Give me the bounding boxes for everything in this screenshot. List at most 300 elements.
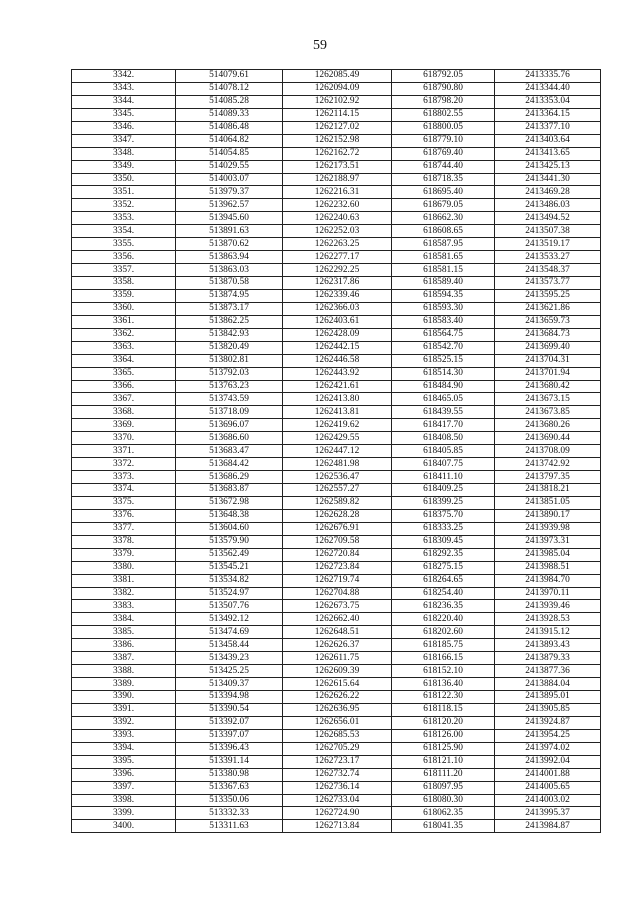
x2-cell: 618409.25 <box>392 484 495 497</box>
y2-cell: 2413335.76 <box>495 70 601 83</box>
y1-cell: 1262713.84 <box>283 820 392 833</box>
x1-cell: 513396.43 <box>176 742 283 755</box>
x1-cell: 513397.07 <box>176 729 283 742</box>
x1-cell: 513945.60 <box>176 212 283 225</box>
table-row <box>72 807 601 820</box>
x1-cell: 513842.93 <box>176 328 283 341</box>
point-number-cell: 3387. <box>72 652 176 665</box>
y1-cell: 1262615.64 <box>283 678 392 691</box>
y1-cell: 1262263.25 <box>283 238 392 251</box>
y2-cell: 2413486.03 <box>495 199 601 212</box>
y1-cell: 1262720.84 <box>283 548 392 561</box>
x2-cell: 618587.95 <box>392 238 495 251</box>
page-number: 59 <box>313 38 327 53</box>
y1-cell: 1262611.75 <box>283 652 392 665</box>
x1-cell: 513425.25 <box>176 665 283 678</box>
y2-cell: 2413353.04 <box>495 95 601 108</box>
y1-cell: 1262736.14 <box>283 781 392 794</box>
y1-cell: 1262709.58 <box>283 535 392 548</box>
y2-cell: 2413690.44 <box>495 432 601 445</box>
y2-cell: 2414003.02 <box>495 794 601 807</box>
y2-cell: 2413905.85 <box>495 703 601 716</box>
y2-cell: 2413928.53 <box>495 613 601 626</box>
point-number-cell: 3356. <box>72 251 176 264</box>
table-row <box>72 587 601 600</box>
y2-cell: 2413970.11 <box>495 587 601 600</box>
x1-cell: 513562.49 <box>176 548 283 561</box>
y1-cell: 1262609.39 <box>283 665 392 678</box>
y2-cell: 2413890.17 <box>495 509 601 522</box>
y1-cell: 1262428.09 <box>283 328 392 341</box>
x2-cell: 618126.00 <box>392 729 495 742</box>
x2-cell: 618583.40 <box>392 315 495 328</box>
point-number-cell: 3383. <box>72 600 176 613</box>
y2-cell: 2413673.15 <box>495 393 601 406</box>
x2-cell: 618408.50 <box>392 432 495 445</box>
point-number-cell: 3365. <box>72 367 176 380</box>
table-row <box>72 561 601 574</box>
table-row <box>72 277 601 290</box>
y1-cell: 1262216.31 <box>283 186 392 199</box>
point-number-cell: 3371. <box>72 445 176 458</box>
x2-cell: 618439.55 <box>392 406 495 419</box>
point-number-cell: 3376. <box>72 509 176 522</box>
x2-cell: 618254.40 <box>392 587 495 600</box>
x1-cell: 513604.60 <box>176 522 283 535</box>
x1-cell: 513763.23 <box>176 380 283 393</box>
y1-cell: 1262240.63 <box>283 212 392 225</box>
table-row <box>72 238 601 251</box>
point-number-cell: 3377. <box>72 522 176 535</box>
y2-cell: 2413797.35 <box>495 471 601 484</box>
point-number-cell: 3396. <box>72 768 176 781</box>
y2-cell: 2413818.21 <box>495 484 601 497</box>
table-row <box>72 82 601 95</box>
x2-cell: 618790.80 <box>392 82 495 95</box>
y2-cell: 2413680.26 <box>495 419 601 432</box>
y1-cell: 1262685.53 <box>283 729 392 742</box>
point-number-cell: 3361. <box>72 315 176 328</box>
x2-cell: 618679.05 <box>392 199 495 212</box>
x1-cell: 513683.87 <box>176 484 283 497</box>
table-row <box>72 458 601 471</box>
y1-cell: 1262481.98 <box>283 458 392 471</box>
x1-cell: 514078.12 <box>176 82 283 95</box>
x1-cell: 513439.23 <box>176 652 283 665</box>
x1-cell: 513686.60 <box>176 432 283 445</box>
x2-cell: 618309.45 <box>392 535 495 548</box>
x2-cell: 618417.70 <box>392 419 495 432</box>
table-row <box>72 121 601 134</box>
x1-cell: 513820.49 <box>176 341 283 354</box>
table-row <box>72 173 601 186</box>
point-number-cell: 3400. <box>72 820 176 833</box>
y2-cell: 2413699.40 <box>495 341 601 354</box>
point-number-cell: 3399. <box>72 807 176 820</box>
x2-cell: 618581.15 <box>392 264 495 277</box>
x2-cell: 618185.75 <box>392 639 495 652</box>
x1-cell: 513802.81 <box>176 354 283 367</box>
y1-cell: 1262188.97 <box>283 173 392 186</box>
table-row <box>72 406 601 419</box>
x2-cell: 618399.25 <box>392 496 495 509</box>
y2-cell: 2413939.98 <box>495 522 601 535</box>
x1-cell: 513394.98 <box>176 691 283 704</box>
table-row <box>72 768 601 781</box>
x1-cell: 513390.54 <box>176 703 283 716</box>
x2-cell: 618800.05 <box>392 121 495 134</box>
y2-cell: 2413659.73 <box>495 315 601 328</box>
x2-cell: 618581.65 <box>392 251 495 264</box>
x2-cell: 618333.25 <box>392 522 495 535</box>
table-row <box>72 354 601 367</box>
y1-cell: 1262557.27 <box>283 484 392 497</box>
point-number-cell: 3344. <box>72 95 176 108</box>
y2-cell: 2413915.12 <box>495 626 601 639</box>
x1-cell: 514079.61 <box>176 70 283 83</box>
x1-cell: 513380.98 <box>176 768 283 781</box>
table-row <box>72 432 601 445</box>
y1-cell: 1262173.51 <box>283 160 392 173</box>
point-number-cell: 3397. <box>72 781 176 794</box>
table-row <box>72 755 601 768</box>
point-number-cell: 3386. <box>72 639 176 652</box>
y2-cell: 2414005.65 <box>495 781 601 794</box>
x2-cell: 618041.35 <box>392 820 495 833</box>
y2-cell: 2413939.46 <box>495 600 601 613</box>
y1-cell: 1262366.03 <box>283 302 392 315</box>
point-number-cell: 3346. <box>72 121 176 134</box>
coordinates-table <box>71 69 601 833</box>
x1-cell: 513891.63 <box>176 225 283 238</box>
y1-cell: 1262723.84 <box>283 561 392 574</box>
y1-cell: 1262673.75 <box>283 600 392 613</box>
y1-cell: 1262339.46 <box>283 289 392 302</box>
y1-cell: 1262719.74 <box>283 574 392 587</box>
y1-cell: 1262705.29 <box>283 742 392 755</box>
table-row <box>72 367 601 380</box>
point-number-cell: 3395. <box>72 755 176 768</box>
y1-cell: 1262446.58 <box>283 354 392 367</box>
y2-cell: 2413684.73 <box>495 328 601 341</box>
coordinates-table-body <box>72 70 601 833</box>
y1-cell: 1262662.40 <box>283 613 392 626</box>
point-number-cell: 3370. <box>72 432 176 445</box>
table-row <box>72 160 601 173</box>
x2-cell: 618542.70 <box>392 341 495 354</box>
table-row <box>72 600 601 613</box>
table-row <box>72 445 601 458</box>
x1-cell: 514064.82 <box>176 134 283 147</box>
table-row <box>72 302 601 315</box>
x1-cell: 513874.95 <box>176 289 283 302</box>
y2-cell: 2413403.64 <box>495 134 601 147</box>
y1-cell: 1262442.15 <box>283 341 392 354</box>
x2-cell: 618220.40 <box>392 613 495 626</box>
point-number-cell: 3352. <box>72 199 176 212</box>
x1-cell: 513792.03 <box>176 367 283 380</box>
x1-cell: 513648.38 <box>176 509 283 522</box>
table-row <box>72 678 601 691</box>
table-row <box>72 212 601 225</box>
x1-cell: 513684.42 <box>176 458 283 471</box>
point-number-cell: 3343. <box>72 82 176 95</box>
table-row <box>72 613 601 626</box>
x2-cell: 618792.05 <box>392 70 495 83</box>
table-row <box>72 781 601 794</box>
table-row <box>72 186 601 199</box>
y1-cell: 1262127.02 <box>283 121 392 134</box>
point-number-cell: 3342. <box>72 70 176 83</box>
table-row <box>72 665 601 678</box>
x2-cell: 618375.70 <box>392 509 495 522</box>
x2-cell: 618275.15 <box>392 561 495 574</box>
y1-cell: 1262114.15 <box>283 108 392 121</box>
x1-cell: 513696.07 <box>176 419 283 432</box>
y2-cell: 2413974.02 <box>495 742 601 755</box>
point-number-cell: 3360. <box>72 302 176 315</box>
y1-cell: 1262252.03 <box>283 225 392 238</box>
x1-cell: 514085.28 <box>176 95 283 108</box>
y2-cell: 2414001.88 <box>495 768 601 781</box>
x2-cell: 618465.05 <box>392 393 495 406</box>
table-row <box>72 509 601 522</box>
x2-cell: 618111.20 <box>392 768 495 781</box>
point-number-cell: 3379. <box>72 548 176 561</box>
point-number-cell: 3350. <box>72 173 176 186</box>
table-row <box>72 108 601 121</box>
x2-cell: 618769.40 <box>392 147 495 160</box>
table-row <box>72 703 601 716</box>
x1-cell: 513524.97 <box>176 587 283 600</box>
y2-cell: 2413895.01 <box>495 691 601 704</box>
x2-cell: 618405.85 <box>392 445 495 458</box>
x2-cell: 618411.10 <box>392 471 495 484</box>
table-row <box>72 328 601 341</box>
table-row <box>72 496 601 509</box>
x2-cell: 618593.30 <box>392 302 495 315</box>
y2-cell: 2413988.51 <box>495 561 601 574</box>
y1-cell: 1262536.47 <box>283 471 392 484</box>
table-row <box>72 639 601 652</box>
y2-cell: 2413344.40 <box>495 82 601 95</box>
y1-cell: 1262102.92 <box>283 95 392 108</box>
y2-cell: 2413595.25 <box>495 289 601 302</box>
table-row <box>72 522 601 535</box>
y1-cell: 1262403.61 <box>283 315 392 328</box>
x2-cell: 618514.30 <box>392 367 495 380</box>
y1-cell: 1262732.74 <box>283 768 392 781</box>
table-row <box>72 716 601 729</box>
x1-cell: 513458.44 <box>176 639 283 652</box>
x1-cell: 513863.03 <box>176 264 283 277</box>
table-row <box>72 820 601 833</box>
y2-cell: 2413924.87 <box>495 716 601 729</box>
table-row <box>72 471 601 484</box>
table-row <box>72 95 601 108</box>
point-number-cell: 3358. <box>72 277 176 290</box>
y2-cell: 2413708.09 <box>495 445 601 458</box>
x1-cell: 514029.55 <box>176 160 283 173</box>
x2-cell: 618484.90 <box>392 380 495 393</box>
x2-cell: 618695.40 <box>392 186 495 199</box>
y1-cell: 1262626.22 <box>283 691 392 704</box>
x2-cell: 618718.35 <box>392 173 495 186</box>
y1-cell: 1262676.91 <box>283 522 392 535</box>
y2-cell: 2413573.77 <box>495 277 601 290</box>
x2-cell: 618407.75 <box>392 458 495 471</box>
x1-cell: 514003.07 <box>176 173 283 186</box>
point-number-cell: 3389. <box>72 678 176 691</box>
point-number-cell: 3375. <box>72 496 176 509</box>
y2-cell: 2413851.05 <box>495 496 601 509</box>
y2-cell: 2413377.10 <box>495 121 601 134</box>
x1-cell: 513743.59 <box>176 393 283 406</box>
y1-cell: 1262085.49 <box>283 70 392 83</box>
y2-cell: 2413494.52 <box>495 212 601 225</box>
y2-cell: 2413364.15 <box>495 108 601 121</box>
x2-cell: 618779.10 <box>392 134 495 147</box>
x1-cell: 514054.85 <box>176 147 283 160</box>
y2-cell: 2413985.04 <box>495 548 601 561</box>
x1-cell: 513534.82 <box>176 574 283 587</box>
y1-cell: 1262292.25 <box>283 264 392 277</box>
y2-cell: 2413507.38 <box>495 225 601 238</box>
y1-cell: 1262413.81 <box>283 406 392 419</box>
point-number-cell: 3353. <box>72 212 176 225</box>
table-row <box>72 393 601 406</box>
x1-cell: 513367.63 <box>176 781 283 794</box>
table-row <box>72 626 601 639</box>
x1-cell: 513683.47 <box>176 445 283 458</box>
x2-cell: 618166.15 <box>392 652 495 665</box>
x2-cell: 618136.40 <box>392 678 495 691</box>
x2-cell: 618594.35 <box>392 289 495 302</box>
x1-cell: 513718.09 <box>176 406 283 419</box>
y2-cell: 2413425.13 <box>495 160 601 173</box>
x2-cell: 618802.55 <box>392 108 495 121</box>
table-row <box>72 264 601 277</box>
x1-cell: 513492.12 <box>176 613 283 626</box>
table-row <box>72 380 601 393</box>
point-number-cell: 3351. <box>72 186 176 199</box>
x1-cell: 513870.62 <box>176 238 283 251</box>
x2-cell: 618608.65 <box>392 225 495 238</box>
y2-cell: 2413742.92 <box>495 458 601 471</box>
table-row <box>72 548 601 561</box>
x2-cell: 618122.30 <box>392 691 495 704</box>
y2-cell: 2413704.31 <box>495 354 601 367</box>
y1-cell: 1262429.55 <box>283 432 392 445</box>
point-number-cell: 3355. <box>72 238 176 251</box>
y1-cell: 1262419.62 <box>283 419 392 432</box>
point-number-cell: 3349. <box>72 160 176 173</box>
y2-cell: 2413984.70 <box>495 574 601 587</box>
x1-cell: 513545.21 <box>176 561 283 574</box>
x1-cell: 513311.63 <box>176 820 283 833</box>
y1-cell: 1262162.72 <box>283 147 392 160</box>
table-row <box>72 199 601 212</box>
y1-cell: 1262724.90 <box>283 807 392 820</box>
table-row <box>72 70 601 83</box>
table-row <box>72 225 601 238</box>
point-number-cell: 3378. <box>72 535 176 548</box>
y2-cell: 2413673.85 <box>495 406 601 419</box>
point-number-cell: 3369. <box>72 419 176 432</box>
point-number-cell: 3392. <box>72 716 176 729</box>
y2-cell: 2413621.86 <box>495 302 601 315</box>
point-number-cell: 3382. <box>72 587 176 600</box>
point-number-cell: 3374. <box>72 484 176 497</box>
point-number-cell: 3366. <box>72 380 176 393</box>
point-number-cell: 3368. <box>72 406 176 419</box>
point-number-cell: 3354. <box>72 225 176 238</box>
x2-cell: 618589.40 <box>392 277 495 290</box>
x2-cell: 618125.90 <box>392 742 495 755</box>
x1-cell: 513873.17 <box>176 302 283 315</box>
y2-cell: 2413701.94 <box>495 367 601 380</box>
y1-cell: 1262648.51 <box>283 626 392 639</box>
point-number-cell: 3388. <box>72 665 176 678</box>
x1-cell: 513507.76 <box>176 600 283 613</box>
x1-cell: 514086.48 <box>176 121 283 134</box>
x2-cell: 618121.10 <box>392 755 495 768</box>
point-number-cell: 3394. <box>72 742 176 755</box>
y1-cell: 1262317.86 <box>283 277 392 290</box>
x1-cell: 513870.58 <box>176 277 283 290</box>
x1-cell: 514089.33 <box>176 108 283 121</box>
y1-cell: 1262656.01 <box>283 716 392 729</box>
point-number-cell: 3384. <box>72 613 176 626</box>
x1-cell: 513686.29 <box>176 471 283 484</box>
x2-cell: 618202.60 <box>392 626 495 639</box>
point-number-cell: 3372. <box>72 458 176 471</box>
table-row <box>72 574 601 587</box>
table-row <box>72 134 601 147</box>
point-number-cell: 3381. <box>72 574 176 587</box>
point-number-cell: 3345. <box>72 108 176 121</box>
y2-cell: 2413877.36 <box>495 665 601 678</box>
y2-cell: 2413680.42 <box>495 380 601 393</box>
y2-cell: 2413893.43 <box>495 639 601 652</box>
x2-cell: 618525.15 <box>392 354 495 367</box>
point-number-cell: 3367. <box>72 393 176 406</box>
y1-cell: 1262232.60 <box>283 199 392 212</box>
table-row <box>72 147 601 160</box>
point-number-cell: 3390. <box>72 691 176 704</box>
point-number-cell: 3380. <box>72 561 176 574</box>
point-number-cell: 3393. <box>72 729 176 742</box>
x1-cell: 513332.33 <box>176 807 283 820</box>
y2-cell: 2413548.37 <box>495 264 601 277</box>
y1-cell: 1262277.17 <box>283 251 392 264</box>
y2-cell: 2413995.37 <box>495 807 601 820</box>
y1-cell: 1262723.17 <box>283 755 392 768</box>
y1-cell: 1262413.80 <box>283 393 392 406</box>
y2-cell: 2413413.65 <box>495 147 601 160</box>
x1-cell: 513350.06 <box>176 794 283 807</box>
y2-cell: 2413884.04 <box>495 678 601 691</box>
point-number-cell: 3359. <box>72 289 176 302</box>
point-number-cell: 3347. <box>72 134 176 147</box>
y1-cell: 1262626.37 <box>283 639 392 652</box>
x1-cell: 513579.90 <box>176 535 283 548</box>
y2-cell: 2413533.27 <box>495 251 601 264</box>
table-row <box>72 251 601 264</box>
y2-cell: 2413984.87 <box>495 820 601 833</box>
table-row <box>72 289 601 302</box>
y1-cell: 1262636.95 <box>283 703 392 716</box>
